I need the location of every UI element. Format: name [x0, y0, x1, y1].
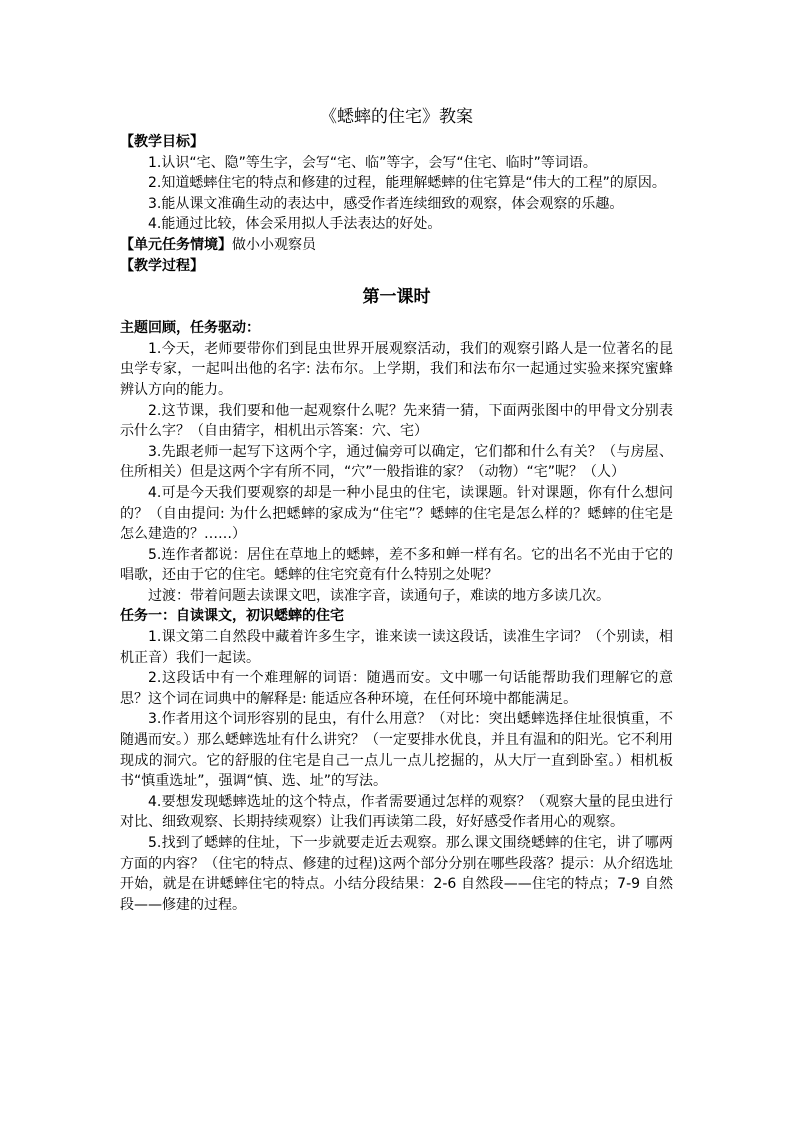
section1-paragraph: 2.这节课，我们要和他一起观察什么呢？先来猜一猜，下面两张图中的甲骨文分别表示什么字？（自由猜字，相机出示答案：穴、宅）: [120, 402, 673, 440]
unit-task-text: 做小小观察员: [232, 236, 316, 253]
section1-paragraph: 1.今天，老师要带你们到昆虫世界开展观察活动，我们的观察引路人是一位著名的昆虫学专家，一起叫出他的名字: 法布尔。上学期，我们和法布尔一起通过实验来探究蜜蜂辨认方向的能力。: [120, 340, 673, 398]
section2-paragraph: 1.课文第二自然段中藏着许多生字，谁来读一读这段话，读准生字词？（个别读，相机正音）我们一起读。: [120, 629, 673, 666]
section1-heading: 主题回顾，任务驱动：: [120, 320, 260, 337]
section2-paragraph: 5.找到了蟋蟀的住址，下一步就要走近去观察。那么课文围绕蟋蟀的住宅，讲了哪两方面的内容？（住宅的特点、修建的过程)这两个部分分别在哪些段落？提示：从介绍选址开始，就是在讲蟋蟀住宅的特点。小结分段结果：2-6 自然段——住宅的特点；7-9 自然段——修建的过程。: [120, 835, 673, 913]
goal-item: 2.知道蟋蟀住宅的特点和修建的过程，能理解蟋蟀的住宅算是“伟大的工程”的原因。: [148, 175, 666, 192]
section2-paragraph: 2.这段话中有一个难理解的词语：随遇而安。文中哪一句话能帮助我们理解它的意思？这个词在词典中的解释是: 能适应各种环境，在任何环境中都能满足。: [120, 670, 673, 707]
document-title: 《蟋蟀的住宅》教案: [320, 107, 473, 127]
section2-paragraph: 4.要想发现蟋蟀选址的这个特点，作者需要通过怎样的观察？（观察大量的昆虫进行对比、细致观察、长期持续观察）让我们再读第二段，好好感受作者用心的观察。: [120, 793, 673, 831]
goal-item: 1.认识“宅、隐”等生字，会写“宅、临”等字，会写“住宅、临时”等词语。: [148, 154, 597, 171]
transition-paragraph: 过渡：带着问题去读课文吧，读准字音，读通句子，难读的地方多读几次。: [148, 587, 610, 604]
goals-heading: 【教学目标】: [120, 134, 204, 150]
goal-item: 4.能通过比较，体会采用拟人手法表达的好处。: [148, 216, 442, 233]
section2-paragraph: 3.作者用这个词形容别的昆虫，有什么用意？（对比：突出蟋蟀选择住址很慎重，不随遇而安。）那么蟋蟀选址有什么讲究？（一定要排水优良，并且有温和的阳光。它不利用现成的洞穴。它的舒服的住宅是自己一点儿一点儿挖掘的，从大厅一直到卧室。）相机板书“慎重选址”，强调“慎、选、址”的写法。: [120, 711, 673, 790]
section1-paragraph: 3.先跟老师一起写下这两个字，通过偏旁可以确定，它们都和什么有关？（与房屋、住所相关）但是这两个字有所不同，“穴”一般指谁的家？（动物）“宅”呢？（人）: [120, 443, 673, 481]
section2-heading: 任务一：自读课文，初识蟋蟀的住宅: [120, 608, 344, 625]
goal-item: 3.能从课文准确生动的表达中，感受作者连续细致的观察，体会观察的乐趣。: [148, 195, 624, 212]
unit-task-heading: 【单元任务情境】: [120, 236, 232, 253]
document-page: [120, 104, 673, 915]
unit-task-line: [120, 235, 673, 256]
lesson-heading: 第一课时: [362, 287, 431, 308]
section1-paragraph: 4.可是今天我们要观察的却是一种小昆虫的住宅，读课题。针对课题，你有什么想问的？（自由提问: 为什么把蟋蟀的家成为“住宅”？蟋蟀的住宅是怎么样的？蟋蟀的住宅是怎么建造的？……）: [120, 484, 673, 543]
process-heading: 【教学过程】: [120, 257, 204, 274]
section1-paragraph: 5.连作者都说：居住在草地上的蟋蟀，差不多和蝉一样有名。它的出名不光由于它的唱歌，还由于它的住宅。蟋蟀的住宅究竟有什么特别之处呢？: [120, 546, 673, 584]
